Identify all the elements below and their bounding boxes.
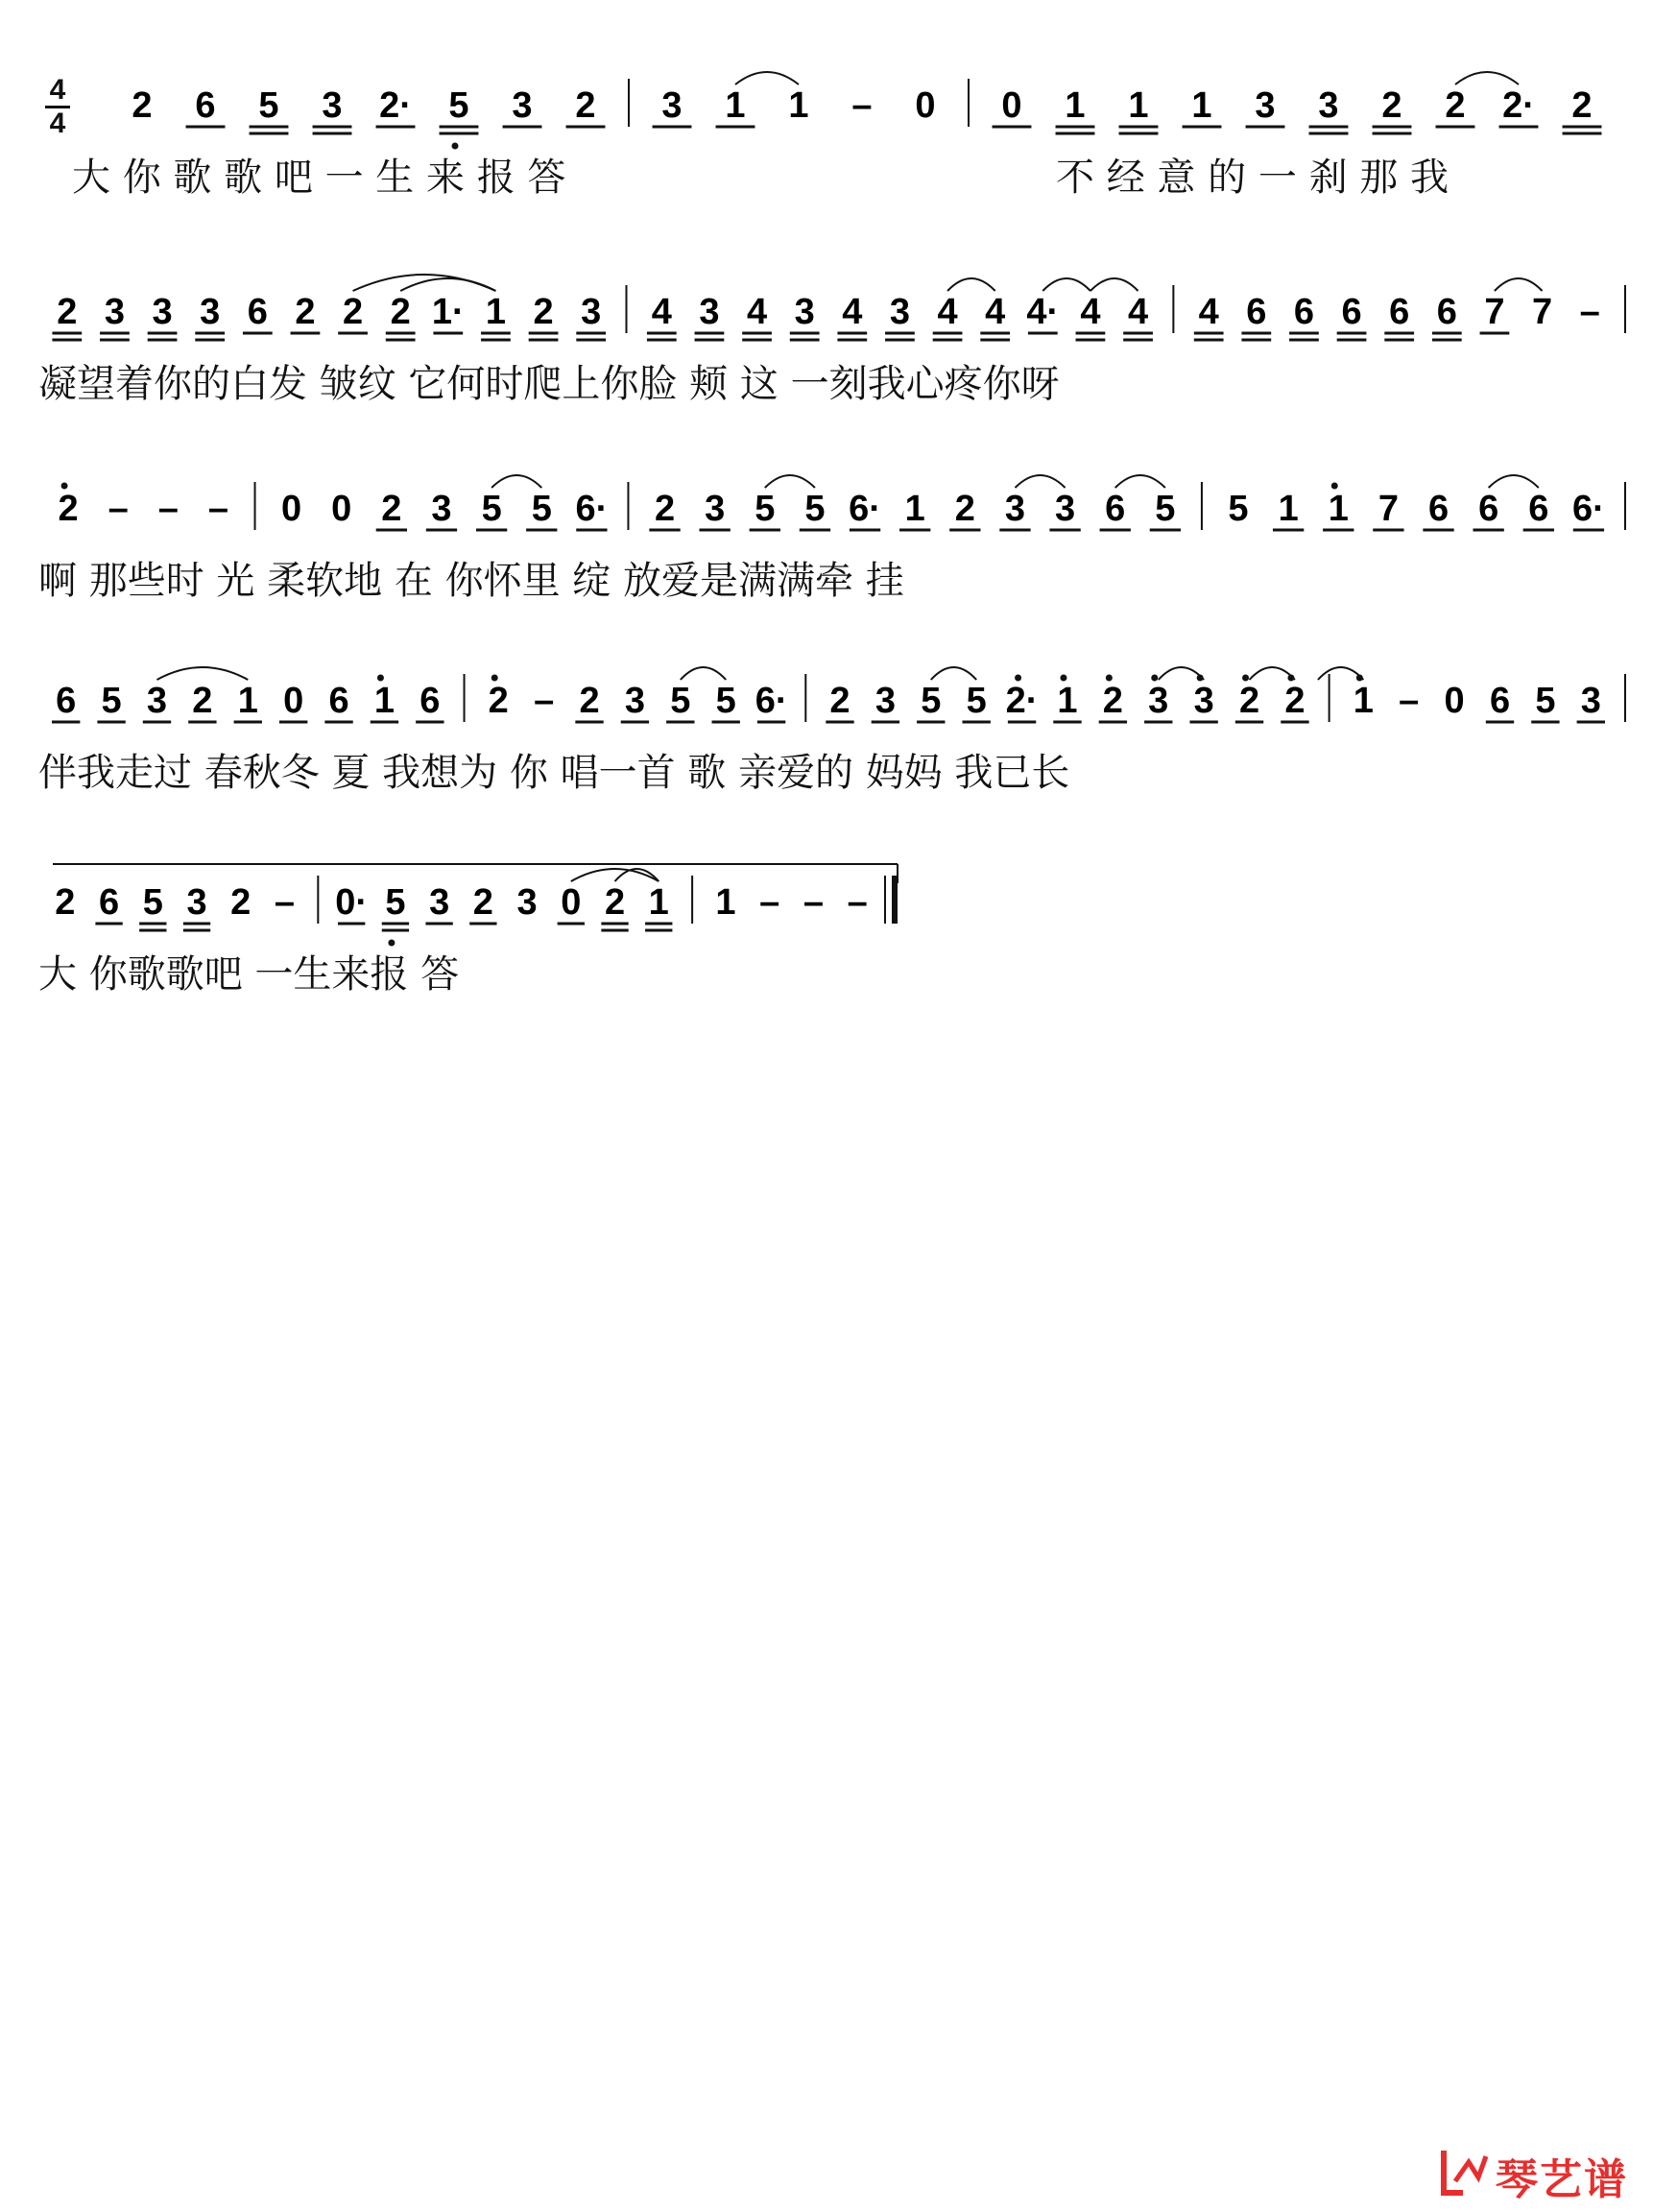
lyrics-text: 大 你 歌 歌 吧 一 生 来 报 答 [72, 156, 566, 200]
octave-dot-high [1242, 675, 1249, 682]
note-5-2-3: 3 [429, 882, 450, 923]
note-4-1-3: 3 [146, 681, 168, 721]
note-2-2-1: 4 [651, 292, 672, 332]
note-2-3-4: 6 [1341, 292, 1362, 332]
note-2-3-7: 7 [1484, 292, 1505, 332]
slur [156, 667, 248, 680]
slur [491, 475, 541, 488]
note-2-1-3: 3 [152, 292, 173, 332]
note-5-2-2: 5 [385, 882, 406, 923]
octave-dot-high [1331, 483, 1338, 490]
note-4-3-11: 2 [1284, 681, 1306, 721]
slur [681, 667, 726, 680]
note-3-4-2: 1 [1278, 489, 1299, 529]
note-3-4-8: 6· [1572, 489, 1605, 529]
note-2-1-10: 1 [485, 292, 507, 332]
note-1-3-9: 2· [1502, 85, 1535, 126]
score-system-1 [0, 58, 1653, 240]
note-5-2-5: 3 [516, 882, 538, 923]
note-2-3-5: 6 [1389, 292, 1410, 332]
note-3-2-6: 5 [531, 489, 552, 529]
note-3-4-1: 5 [1228, 489, 1249, 529]
note-5-3-1: 1 [715, 882, 736, 923]
lyrics-line [0, 557, 1653, 624]
note-2-1-12: 3 [581, 292, 602, 332]
note-5-2-7: 2 [604, 882, 626, 923]
octave-dot-high [377, 675, 384, 682]
note-3-3-2: 3 [705, 489, 726, 529]
note-5-3-2: – [759, 882, 780, 923]
slur [947, 278, 995, 291]
slur [765, 475, 815, 488]
slur [735, 72, 799, 84]
score-system-2 [0, 264, 1653, 446]
note-4-1-8: 1 [373, 681, 395, 721]
note-5-2-4: 2 [472, 882, 493, 923]
note-2-2-5: 4 [842, 292, 863, 332]
note-2-2-4: 3 [794, 292, 815, 332]
note-3-2-7: 6· [575, 489, 609, 529]
note-2-3-9: – [1579, 292, 1600, 332]
note-3-3-3: 5 [755, 489, 776, 529]
note-3-2-5: 5 [481, 489, 502, 529]
watermark [1436, 2137, 1638, 2204]
note-5-2-6: 0 [561, 882, 582, 923]
note-3-2-1: 0 [281, 489, 302, 529]
note-2-1-9: 1· [431, 292, 465, 332]
note-3-1-4: – [207, 489, 229, 529]
note-1-1-4: 3 [322, 85, 343, 126]
lyrics-line [0, 154, 1653, 221]
note-2-1-2: 3 [104, 292, 126, 332]
note-3-4-5: 6 [1427, 489, 1449, 529]
score-system-5 [0, 854, 1653, 1037]
note-1-3-3: 1 [1128, 85, 1149, 126]
note-3-4-7: 6 [1528, 489, 1549, 529]
note-3-4-4: 7 [1378, 489, 1399, 529]
slur [931, 667, 976, 680]
note-1-1-1: 2 [132, 85, 153, 126]
note-4-4-1: 1 [1353, 681, 1374, 721]
note-1-2-2: 1 [725, 85, 746, 126]
note-2-1-8: 2 [390, 292, 411, 332]
watermark-text: 琴艺谱 [1496, 2155, 1628, 2204]
note-1-3-5: 3 [1255, 85, 1276, 126]
note-1-3-10: 2 [1571, 85, 1593, 126]
note-4-3-6: 1 [1057, 681, 1078, 721]
note-3-4-6: 6 [1478, 489, 1499, 529]
note-2-2-7: 4 [937, 292, 958, 332]
octave-dot-high [491, 675, 498, 682]
lyrics-text: 伴我走过 春秋冬 夏 我想为 你 唱一首 歌 亲爱的 妈妈 我已长 [38, 751, 1070, 795]
note-5-1-3: 5 [142, 882, 163, 923]
note-1-2-5: 0 [915, 85, 936, 126]
note-3-3-7: 2 [954, 489, 975, 529]
octave-dot-high [1106, 675, 1113, 682]
octave-dot-low [452, 143, 459, 150]
note-2-1-6: 2 [295, 292, 316, 332]
octave-dot-high [61, 483, 68, 490]
note-4-4-4: 6 [1489, 681, 1511, 721]
note-4-4-2: – [1399, 681, 1420, 721]
note-3-1-3: – [157, 489, 179, 529]
note-2-1-4: 3 [200, 292, 221, 332]
note-2-2-10: 4 [1080, 292, 1101, 332]
note-4-1-2: 5 [101, 681, 122, 721]
note-3-3-11: 5 [1155, 489, 1176, 529]
octave-dot-high [1060, 675, 1066, 682]
note-4-1-4: 2 [192, 681, 213, 721]
note-5-1-6: – [274, 882, 296, 923]
note-4-2-3: 2 [579, 681, 600, 721]
note-3-2-3: 2 [381, 489, 402, 529]
lyrics-text: 凝望着你的白发 皱纹 它何时爬上你脸 颊 这 一刻我心疼你呀 [38, 362, 1060, 406]
note-4-3-3: 5 [921, 681, 942, 721]
note-2-2-3: 4 [746, 292, 768, 332]
score-system-4 [0, 653, 1653, 835]
note-5-1-5: 2 [230, 882, 252, 923]
note-4-3-4: 5 [966, 681, 987, 721]
note-3-3-4: 5 [804, 489, 826, 529]
note-3-3-8: 3 [1004, 489, 1026, 529]
lyrics-text: 大 你歌歌吧 一生来报 答 [38, 952, 460, 997]
note-4-3-7: 2 [1102, 681, 1123, 721]
note-1-1-2: 6 [195, 85, 216, 126]
octave-dot-high [1015, 675, 1021, 682]
slur [1115, 475, 1165, 488]
score-system-3 [0, 461, 1653, 643]
note-1-1-5: 2· [379, 85, 412, 126]
note-5-3-4: – [847, 882, 868, 923]
slur [615, 869, 659, 881]
note-2-2-11: 4 [1127, 292, 1149, 332]
note-2-2-9: 4· [1026, 292, 1060, 332]
note-3-3-10: 6 [1105, 489, 1126, 529]
lyrics-line [0, 749, 1653, 816]
note-2-2-8: 4 [985, 292, 1006, 332]
note-3-4-3: 1 [1328, 489, 1349, 529]
note-4-3-5: 2· [1005, 681, 1039, 721]
note-2-3-1: 4 [1198, 292, 1219, 332]
slur [1455, 72, 1519, 84]
note-1-1-7: 3 [512, 85, 533, 126]
note-3-1-1: 2 [58, 489, 79, 529]
note-4-3-9: 3 [1193, 681, 1214, 721]
note-3-2-2: 0 [331, 489, 352, 529]
note-1-1-3: 5 [258, 85, 279, 126]
note-5-2-1: 0· [335, 882, 369, 923]
note-3-3-9: 3 [1055, 489, 1076, 529]
lyrics-text: 啊 那些时 光 柔软地 在 你怀里 绽 放爱是满满牵 挂 [38, 559, 904, 603]
note-4-3-10: 2 [1238, 681, 1260, 721]
note-2-1-5: 6 [247, 292, 268, 332]
slur [1015, 475, 1065, 488]
note-4-1-7: 6 [328, 681, 349, 721]
note-1-3-2: 1 [1065, 85, 1086, 126]
note-4-4-3: 0 [1444, 681, 1465, 721]
note-3-3-6: 1 [904, 489, 925, 529]
note-1-2-4: – [851, 85, 873, 126]
note-4-2-4: 3 [624, 681, 645, 721]
note-1-3-6: 3 [1318, 85, 1339, 126]
note-4-3-1: 2 [829, 681, 850, 721]
note-5-3-3: – [803, 882, 824, 923]
note-1-3-8: 2 [1445, 85, 1466, 126]
note-4-1-1: 6 [56, 681, 77, 721]
slur [1042, 278, 1090, 291]
slur [1090, 278, 1138, 291]
note-2-3-6: 6 [1436, 292, 1457, 332]
note-4-1-6: 0 [283, 681, 304, 721]
note-2-1-11: 2 [533, 292, 554, 332]
lyrics-line [0, 950, 1653, 1018]
note-1-3-1: 0 [1001, 85, 1022, 126]
note-2-1-7: 2 [342, 292, 364, 332]
slur [400, 278, 495, 291]
note-2-2-2: 3 [699, 292, 720, 332]
note-5-1-2: 6 [99, 882, 120, 923]
note-2-3-3: 6 [1293, 292, 1315, 332]
qinyipu-logo-icon [1436, 2143, 1494, 2200]
time-signature-top: 4 [49, 74, 66, 106]
note-4-2-7: 6· [755, 681, 788, 721]
note-5-2-8: 1 [648, 882, 669, 923]
note-1-3-7: 2 [1381, 85, 1402, 126]
note-4-3-2: 3 [874, 681, 896, 721]
note-2-3-8: 7 [1531, 292, 1553, 332]
note-1-1-6: 5 [448, 85, 469, 126]
note-4-4-6: 3 [1580, 681, 1601, 721]
note-3-3-5: 6· [849, 489, 881, 529]
note-3-1-2: – [108, 489, 129, 529]
note-2-1-1: 2 [57, 292, 78, 332]
octave-dot-low [388, 940, 395, 947]
slur [1489, 475, 1539, 488]
octave-dot-high [1151, 675, 1158, 682]
note-3-3-1: 2 [654, 489, 676, 529]
note-3-2-4: 3 [431, 489, 452, 529]
note-4-3-8: 3 [1148, 681, 1169, 721]
note-5-1-4: 3 [186, 882, 207, 923]
note-4-2-5: 5 [670, 681, 691, 721]
note-2-2-6: 3 [889, 292, 911, 332]
note-4-4-5: 5 [1535, 681, 1556, 721]
time-signature-bottom: 4 [49, 108, 66, 139]
note-4-2-6: 5 [715, 681, 736, 721]
lyrics-line [0, 360, 1653, 427]
note-4-2-2: – [534, 681, 555, 721]
note-1-1-8: 2 [575, 85, 596, 126]
lyrics-text-2: 不 经 意 的 一 刹 那 我 [1056, 156, 1449, 200]
note-4-1-5: 1 [237, 681, 258, 721]
note-4-2-1: 2 [488, 681, 509, 721]
note-1-3-4: 1 [1191, 85, 1212, 126]
note-4-1-9: 6 [419, 681, 441, 721]
note-1-2-3: 1 [788, 85, 809, 126]
note-5-1-1: 2 [55, 882, 76, 923]
note-1-2-1: 3 [661, 85, 683, 126]
slur [1495, 278, 1543, 291]
note-2-3-2: 6 [1246, 292, 1267, 332]
